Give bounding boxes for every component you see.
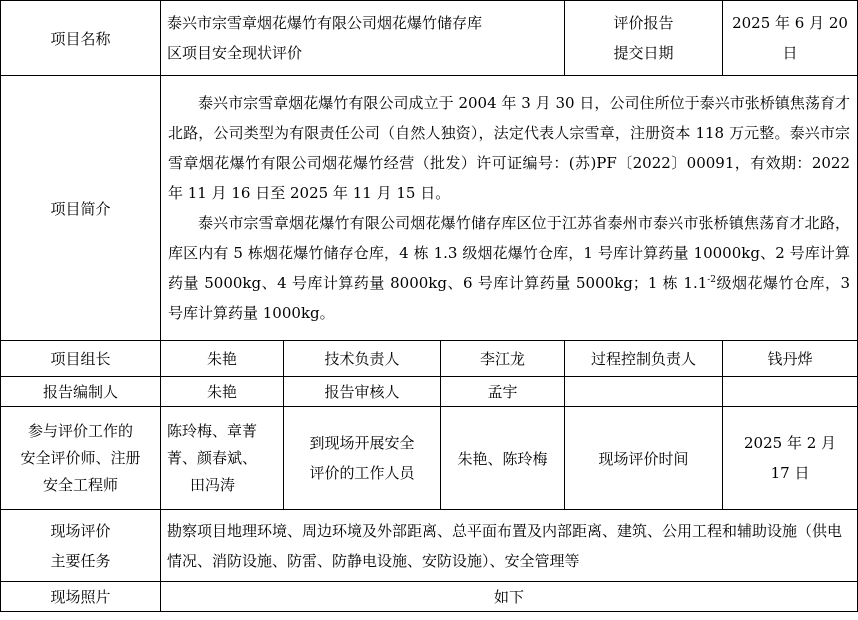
compiler-label: 报告编制人 (1, 377, 161, 407)
row-team-leaders (1, 341, 858, 377)
row-participants (1, 407, 858, 510)
row-project-name (1, 1, 858, 76)
empty-cell (565, 377, 723, 407)
onsite-staff-value: 朱艳、陈玲梅 (441, 407, 565, 510)
submit-date-label: 评价报告 提交日期 (565, 1, 723, 76)
leader-value: 朱艳 (161, 341, 284, 377)
project-name-value: 泰兴市宗雪章烟花爆竹有限公司烟花爆竹储存库 区项目安全现状评价 (161, 1, 565, 76)
submit-date-value: 2025 年 6 月 20 日 (723, 1, 858, 76)
participants-label: 参与评价工作的 安全评价师、注册 安全工程师 (1, 407, 161, 510)
site-photos-label: 现场照片 (1, 582, 161, 612)
participants-names: 陈玲梅、章菁 菁、颜春斌、 田冯涛 (161, 407, 284, 510)
onsite-staff-label: 到现场开展安全 评价的工作人员 (284, 407, 441, 510)
row-site-photos (1, 582, 858, 612)
reviewer-value: 孟宇 (441, 377, 565, 407)
process-lead-label: 过程控制负责人 (565, 341, 723, 377)
leader-label: 项目组长 (1, 341, 161, 377)
onsite-time-value: 2025 年 2 月 17 日 (723, 407, 858, 510)
site-photos-value: 如下 (161, 582, 858, 612)
row-report-staff (1, 377, 858, 407)
project-intro-text (161, 76, 858, 341)
project-intro-label: 项目简介 (1, 76, 161, 341)
main-tasks-label: 现场评价 主要任务 (1, 510, 161, 582)
onsite-time-label: 现场评价时间 (565, 407, 723, 510)
process-lead-value: 钱丹烨 (723, 341, 858, 377)
empty-cell (723, 377, 858, 407)
tech-lead-label: 技术负责人 (284, 341, 441, 377)
compiler-value: 朱艳 (161, 377, 284, 407)
row-main-tasks (1, 510, 858, 582)
main-tasks-value: 勘察项目地理环境、周边环境及外部距离、总平面布置及内部距离、建筑、公用工程和辅助设施（供电情况、消防设施、防雷、防静电设施、安防设施）、安全管理等 (161, 510, 858, 582)
row-project-intro (1, 76, 858, 341)
intro-paragraph-2: 泰兴市宗雪章烟花爆竹有限公司烟花爆竹储存库区位于江苏省泰州市泰兴市张桥镇焦荡育才北路，库区内有 5 栋烟花爆竹储存仓库，4 栋 1.3 级烟花爆竹仓库，1 号库计算药量 10000kg、2 号库计算药量 5000kg、4 号库计算药量 8000kg、6 号库计算药量 5000kg；1 栋 $1.1^{-2}$级烟花爆竹仓库，3 号库计算药量 1000kg。 (168, 214, 851, 322)
intro-paragraph-1: 泰兴市宗雪章烟花爆竹有限公司成立于 2004 年 3 月 30 日，公司住所位于泰兴市张桥镇焦荡育才北路，公司类型为有限责任公司（自然人独资），法定代表人宗雪章，注册资本 118 万元整。泰兴市宗雪章烟花爆竹有限公司烟花爆竹经营（批发）许可证编号：(苏)PF〔2022〕00091，有效期：2022 年 11 月 16 日至 2025 年 11 月 15 日。 (168, 94, 851, 202)
tech-lead-value: 李江龙 (441, 341, 565, 377)
project-name-label: 项目名称 (1, 1, 161, 76)
reviewer-label: 报告审核人 (284, 377, 441, 407)
